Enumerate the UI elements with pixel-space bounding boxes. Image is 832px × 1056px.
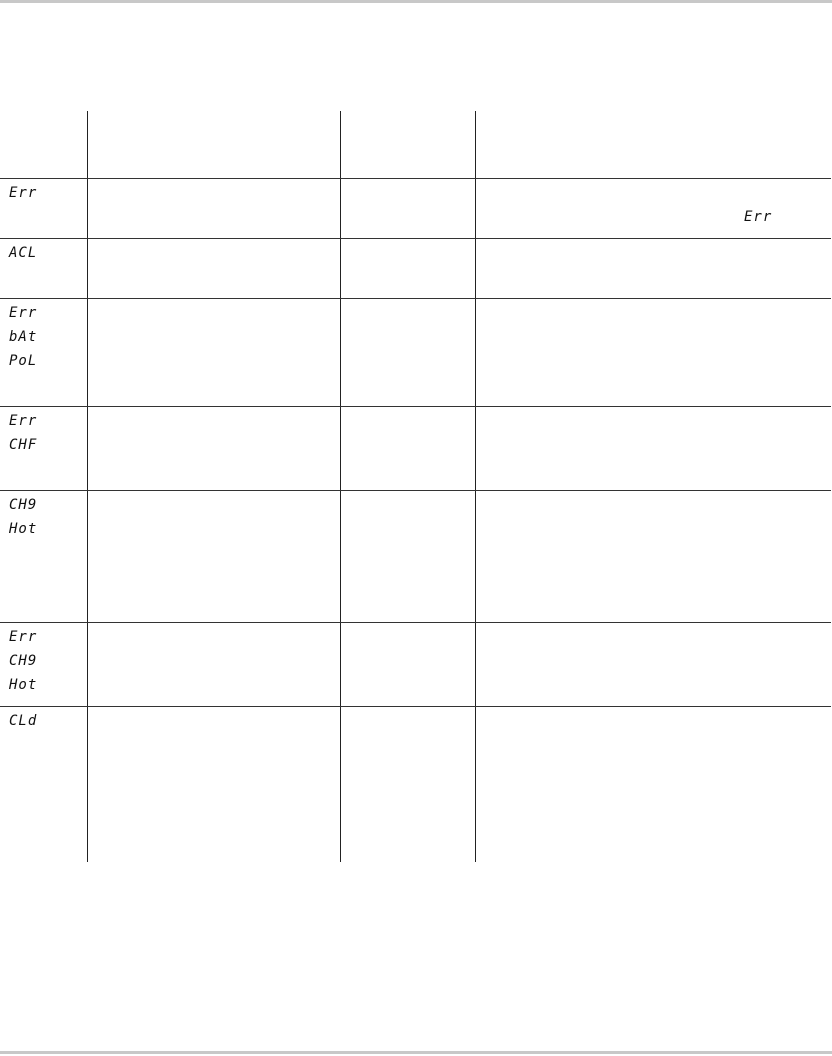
fault-code: CHF [9, 437, 38, 453]
row-divider [0, 238, 831, 239]
column-divider-2 [340, 111, 341, 862]
fault-code: ACL [9, 245, 38, 261]
fault-code: PoL [9, 353, 38, 369]
page-bottom-rule [0, 1051, 832, 1054]
fault-code: bAt [9, 329, 38, 345]
column-divider-3 [475, 111, 476, 862]
fault-code: Err [9, 185, 38, 201]
row-divider [0, 406, 831, 407]
column-divider-1 [87, 111, 88, 862]
remedy-inline-code: Err [744, 209, 773, 225]
fault-code: Hot [9, 521, 38, 537]
row-divider [0, 298, 831, 299]
fault-code: CH9 [9, 497, 38, 513]
row-divider [0, 622, 831, 623]
fault-code: Hot [9, 677, 38, 693]
fault-code: CLd [9, 713, 38, 729]
fault-code: Err [9, 629, 38, 645]
row-divider [0, 706, 831, 707]
fault-code: Err [9, 413, 38, 429]
header-row-divider [0, 178, 831, 179]
row-divider [0, 490, 831, 491]
fault-code: Err [9, 305, 38, 321]
fault-code: CH9 [9, 653, 38, 669]
